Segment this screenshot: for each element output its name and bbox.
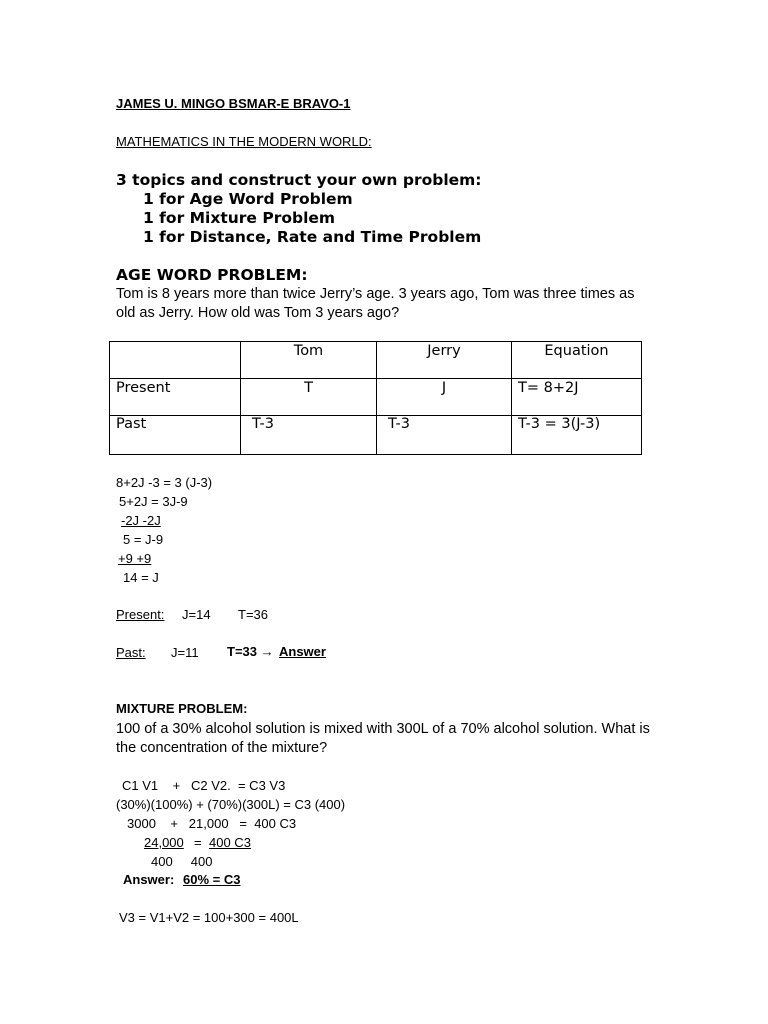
instruction-item-distance: 1 for Distance, Rate and Time Problem — [143, 228, 482, 246]
table-cell: T-3 = 3(J-3) — [512, 416, 642, 455]
mixture-eq: 3000 + 21,000 = 400 C3 — [127, 816, 297, 831]
mixture-problem-text: 100 of a 30% alcohol solution is mixed with 300L of a 70% alcohol solution. What is the concentration of the mixture? — [116, 721, 650, 756]
mixture-eq: C1 V1 + C2 V2. = C3 V3 — [122, 778, 286, 793]
table-header-equation: Equation — [512, 342, 642, 379]
mixture-problem-heading: MIXTURE PROBLEM: — [116, 701, 248, 716]
table-cell: T-3 — [241, 416, 377, 455]
present-j: J=14 — [182, 607, 211, 622]
mixture-answer-value: 60% = C3 — [183, 872, 241, 887]
present-t: T=36 — [238, 607, 268, 622]
past-t: T=33 → — [227, 644, 274, 659]
age-step: 5+2J = 3J-9 — [119, 494, 188, 509]
age-step: 14 = J — [123, 570, 159, 585]
mixture-v3: V3 = V1+V2 = 100+300 = 400L — [119, 910, 299, 925]
table-row — [110, 379, 642, 416]
age-answer-label: Answer — [279, 644, 326, 659]
table-row — [110, 416, 642, 455]
mixture-answer-label: Answer: — [123, 872, 175, 887]
mixture-eq: 400 400 — [151, 854, 213, 869]
age-problem-text: Tom is 8 years more than twice Jerry’s age. 3 years ago, Tom was three times as old as Jerry. How old was Tom 3 years ago? — [116, 286, 635, 321]
age-step: -2J -2J — [121, 513, 161, 528]
author-line: JAMES U. MINGO BSMAR-E BRAVO-1 — [116, 96, 351, 111]
mixture-eq-equals: = — [194, 835, 202, 850]
mixture-eq-left: 24,000 — [144, 835, 184, 850]
mixture-eq: (30%)(100%) + (70%)(300L) = C3 (400) — [116, 797, 346, 812]
course-title: MATHEMATICS IN THE MODERN WORLD: — [116, 134, 372, 149]
age-step: +9 +9 — [118, 551, 152, 566]
age-step: 8+2J -3 = 3 (J-3) — [116, 475, 213, 490]
age-table — [109, 341, 642, 455]
table-header-row — [110, 342, 642, 379]
instruction-item-age: 1 for Age Word Problem — [143, 190, 353, 208]
present-label: Present: — [116, 607, 165, 622]
age-step: 5 = J-9 — [123, 532, 164, 547]
age-problem-heading: AGE WORD PROBLEM: — [116, 266, 308, 284]
table-header-jerry: Jerry — [377, 342, 512, 379]
past-j: J=11 — [171, 645, 199, 660]
table-cell: J — [377, 379, 512, 416]
past-label: Past: — [116, 645, 146, 660]
mixture-eq-right: 400 C3 — [209, 835, 251, 850]
table-cell: Present — [110, 379, 241, 416]
table-header-empty — [110, 342, 241, 379]
table-cell: T= 8+2J — [512, 379, 642, 416]
table-cell: T — [241, 379, 377, 416]
table-cell: Past — [110, 416, 241, 455]
table-cell: T-3 — [377, 416, 512, 455]
table-header-tom: Tom — [241, 342, 377, 379]
instruction-item-mixture: 1 for Mixture Problem — [143, 209, 336, 227]
instructions-title: 3 topics and construct your own problem: — [116, 171, 482, 189]
